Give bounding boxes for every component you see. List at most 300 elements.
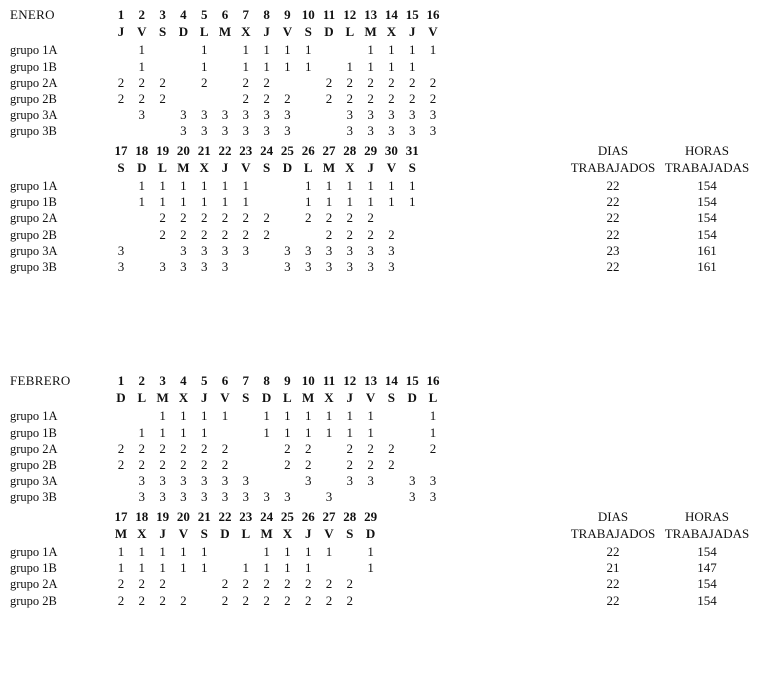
weekday-letter: S (408, 159, 416, 175)
shift-cell: 1 (200, 408, 208, 424)
shift-cell: 2 (263, 226, 270, 242)
shift-cell: 1 (117, 544, 125, 559)
shift-cell: 3 (180, 473, 187, 489)
days-worked-value: 22 (606, 576, 620, 592)
day-number: 3 (159, 373, 166, 388)
shift-cell: 3 (180, 107, 187, 123)
shift-cell: 3 (117, 259, 125, 274)
day-number: 17 (114, 142, 128, 158)
day-number: 1 (117, 373, 125, 388)
day-number: 11 (322, 7, 336, 22)
shift-cell: 1 (304, 560, 312, 576)
shift-cell: 2 (346, 74, 354, 90)
weekday-letter: J (200, 390, 208, 406)
day-number: 12 (343, 7, 357, 22)
day-number: 13 (364, 7, 378, 22)
shift-cell: 3 (408, 123, 416, 139)
shift-cell: 3 (346, 123, 354, 139)
hours-worked-value: 147 (697, 560, 717, 576)
days-worked-header: DIAS (597, 142, 629, 158)
shift-cell: 3 (284, 242, 291, 258)
shift-cell: 1 (284, 560, 291, 576)
day-number: 21 (197, 508, 211, 524)
shift-cell: 1 (180, 408, 187, 424)
day-number: 19 (156, 508, 170, 524)
weekday-letter: J (117, 24, 125, 40)
weekday-letter: L (428, 390, 438, 406)
shift-cell: 2 (200, 226, 208, 242)
shift-cell: 2 (388, 440, 395, 456)
day-number: 17 (114, 508, 128, 524)
shift-cell: 1 (221, 194, 229, 210)
shift-cell: 1 (138, 560, 146, 576)
weekday-letter: S (387, 390, 395, 406)
shift-cell: 1 (367, 58, 374, 74)
shift-cell: 2 (284, 457, 291, 472)
weekday-letter: V (241, 159, 251, 175)
weekday-letter: M (218, 24, 232, 40)
shift-cell: 1 (200, 42, 208, 58)
shift-cell: 1 (367, 544, 374, 559)
weekday-letter: V (178, 525, 189, 541)
shift-cell: 1 (367, 42, 374, 58)
day-number: 4 (180, 7, 187, 22)
weekday-letter: M (114, 525, 128, 541)
group-label: grupo 2A (10, 211, 58, 226)
weekday-letter: L (345, 24, 355, 40)
group-label: grupo 3B (10, 490, 57, 505)
shift-cell: 1 (221, 408, 229, 424)
shift-cell: 3 (138, 473, 146, 489)
group-label: grupo 3A (10, 243, 58, 258)
shift-cell: 2 (138, 592, 146, 608)
day-number: 24 (260, 508, 274, 524)
group-label: grupo 1A (10, 179, 58, 193)
shift-cell: 1 (429, 408, 437, 424)
day-number: 13 (364, 373, 378, 388)
shift-cell: 3 (408, 489, 416, 505)
shift-cell: 3 (200, 123, 208, 139)
shift-cell: 1 (284, 408, 291, 424)
day-number: 18 (135, 508, 149, 524)
shift-cell: 3 (200, 473, 208, 489)
day-number: 1 (117, 7, 125, 22)
shift-cell: 2 (263, 91, 270, 106)
days-worked-header: TRABAJADOS (570, 159, 656, 175)
day-number: 29 (364, 142, 378, 158)
shift-cell: 1 (117, 560, 125, 576)
shift-cell: 1 (242, 560, 250, 576)
group-label: grupo 1B (10, 59, 57, 74)
day-number: 2 (138, 7, 146, 22)
shift-cell: 2 (159, 91, 166, 106)
shift-cell: 3 (200, 107, 208, 123)
day-number: 30 (384, 142, 398, 158)
weekday-letter: J (159, 525, 166, 541)
shift-cell: 3 (388, 107, 395, 123)
shift-cell: 1 (325, 544, 333, 559)
shift-cell: 2 (159, 210, 166, 226)
shift-cell: 3 (325, 259, 333, 274)
shift-cell: 1 (242, 58, 250, 74)
days-worked-value: 23 (606, 242, 620, 258)
shift-cell: 2 (242, 74, 250, 90)
shift-cell: 1 (200, 178, 208, 193)
group-label: grupo 1A (10, 409, 58, 424)
shift-cell: 1 (159, 560, 166, 576)
shift-cell: 2 (346, 576, 354, 592)
hours-worked-header: TRABAJADAS (664, 159, 750, 175)
days-worked-header: TRABAJADOS (570, 525, 656, 541)
shift-cell: 2 (242, 576, 250, 592)
day-number: 15 (405, 373, 419, 388)
group-label: grupo 3A (10, 474, 58, 489)
shift-cell: 3 (408, 473, 416, 489)
day-number: 22 (218, 508, 232, 524)
shift-cell: 1 (304, 424, 312, 440)
shift-cell: 3 (180, 242, 187, 258)
day-number: 23 (239, 142, 253, 158)
shift-cell: 2 (180, 592, 187, 608)
day-number: 15 (405, 7, 419, 22)
month-title: ENERO (10, 7, 55, 22)
shift-cell: 3 (429, 123, 437, 139)
shift-cell: 2 (159, 457, 166, 472)
shift-cell: 2 (346, 440, 354, 456)
shift-cell: 2 (221, 576, 229, 592)
weekday-letter: M (302, 390, 315, 406)
day-number: 10 (301, 373, 315, 388)
shift-cell: 1 (242, 178, 250, 193)
shift-cell: 3 (221, 259, 229, 274)
shift-cell: 3 (159, 473, 166, 489)
hours-worked-header: HORAS (684, 142, 730, 158)
shift-cell: 3 (263, 107, 270, 123)
hours-worked-header: HORAS (684, 508, 730, 524)
day-number: 7 (242, 373, 250, 388)
shift-cell: 3 (367, 107, 374, 123)
days-worked-header: DIAS (597, 508, 629, 524)
shift-cell: 2 (346, 91, 354, 106)
shift-cell: 3 (325, 242, 333, 258)
shift-cell: 3 (367, 123, 374, 139)
shift-cell: 2 (304, 592, 312, 608)
group-label: grupo 1A (10, 43, 58, 58)
group-label: grupo 1B (10, 195, 57, 210)
weekday-letter: L (241, 525, 251, 541)
shift-cell: 1 (263, 408, 270, 424)
hours-worked-value: 154 (697, 544, 717, 559)
shift-cell: 1 (159, 178, 166, 193)
shift-cell: 1 (263, 58, 270, 74)
shift-cell: 1 (304, 178, 312, 193)
shift-cell: 3 (200, 489, 208, 505)
weekday-letter: L (158, 159, 167, 175)
shift-cell: 2 (325, 91, 333, 106)
shift-cell: 2 (221, 592, 229, 608)
shift-cell: 2 (180, 210, 187, 226)
days-worked-value: 22 (606, 194, 620, 210)
weekday-letter: M (322, 159, 336, 175)
shift-cell: 2 (429, 91, 437, 106)
shift-cell: 1 (408, 194, 416, 210)
group-label: grupo 2B (10, 458, 57, 472)
shift-cell: 1 (200, 544, 208, 559)
weekday-letter: D (282, 159, 293, 175)
shift-cell: 2 (242, 226, 250, 242)
day-number: 22 (218, 142, 232, 158)
shift-cell: 3 (325, 489, 333, 505)
weekday-letter: V (324, 525, 334, 541)
shift-cell: 2 (180, 440, 187, 456)
shift-cell: 1 (325, 408, 333, 424)
group-label: grupo 2B (10, 593, 57, 608)
shift-cell: 1 (346, 58, 354, 74)
shift-cell: 1 (138, 58, 146, 74)
weekday-letter: S (262, 159, 271, 175)
shift-cell: 1 (388, 42, 395, 58)
day-number: 26 (301, 508, 315, 524)
weekday-letter: X (386, 24, 397, 40)
shift-cell: 2 (304, 440, 312, 456)
shift-cell: 2 (367, 226, 374, 242)
shift-cell: 1 (325, 424, 333, 440)
shift-cell: 1 (346, 194, 354, 210)
weekday-letter: J (346, 390, 354, 406)
shift-cell: 2 (138, 440, 146, 456)
shift-cell: 3 (242, 123, 250, 139)
day-number: 25 (280, 508, 294, 524)
day-number: 11 (322, 373, 336, 388)
day-number: 6 (221, 7, 229, 22)
shift-cell: 2 (242, 91, 250, 106)
day-number: 25 (280, 142, 294, 158)
shift-cell: 2 (284, 592, 291, 608)
weekday-letter: L (303, 159, 313, 175)
weekday-letter: V (137, 24, 147, 40)
weekday-letter: M (364, 24, 377, 40)
shift-cell: 1 (180, 178, 187, 193)
weekday-letter: V (282, 24, 293, 40)
shift-cell: 3 (221, 242, 229, 258)
shift-cell: 3 (367, 242, 374, 258)
shift-cell: 2 (221, 210, 229, 226)
shift-cell: 1 (200, 194, 208, 210)
group-label: grupo 2A (10, 75, 58, 90)
days-worked-value: 22 (606, 544, 620, 559)
weekday-letter: X (345, 159, 355, 175)
shift-cell: 3 (180, 123, 187, 139)
hours-worked-value: 154 (697, 576, 717, 592)
shift-cell: 2 (159, 592, 166, 608)
shift-cell: 2 (159, 440, 166, 456)
shift-cell: 1 (304, 194, 312, 210)
shift-cell: 1 (242, 194, 250, 210)
day-number: 20 (176, 142, 190, 158)
shift-cell: 1 (408, 58, 416, 74)
day-number: 28 (343, 142, 357, 158)
shift-cell: 1 (429, 42, 437, 58)
hours-worked-value: 154 (697, 194, 717, 210)
shift-cell: 3 (408, 107, 416, 123)
day-number: 10 (301, 7, 315, 22)
shift-cell: 3 (429, 473, 437, 489)
weekday-letter: J (408, 24, 416, 40)
shift-cell: 2 (117, 576, 125, 592)
day-number: 5 (200, 7, 208, 22)
shift-cell: 2 (408, 91, 416, 106)
weekday-letter: D (220, 525, 230, 541)
group-label: grupo 3A (10, 108, 58, 123)
hours-worked-value: 161 (697, 259, 717, 274)
shift-cell: 2 (200, 210, 208, 226)
shift-cell: 2 (242, 210, 250, 226)
shift-cell: 1 (180, 560, 187, 576)
shift-cell: 1 (263, 560, 270, 576)
shift-cell: 2 (200, 457, 208, 472)
weekday-letter: X (282, 525, 293, 541)
shift-cell: 1 (284, 424, 291, 440)
shift-cell: 2 (138, 74, 146, 90)
hours-worked-header: TRABAJADAS (664, 525, 750, 541)
shift-cell: 3 (346, 473, 354, 489)
shift-cell: 2 (263, 576, 270, 592)
shift-cell: 2 (242, 592, 250, 608)
shift-cell: 3 (200, 259, 208, 274)
shift-cell: 1 (388, 194, 395, 210)
shift-cell: 3 (284, 123, 291, 139)
shift-cell: 1 (138, 194, 146, 210)
group-label: grupo 2A (10, 441, 58, 456)
weekday-letter: J (263, 24, 270, 40)
shift-cell: 1 (180, 194, 187, 210)
day-number: 29 (364, 508, 378, 524)
shift-cell: 1 (138, 424, 146, 440)
shift-cell: 1 (388, 178, 395, 193)
shift-cell: 1 (263, 424, 270, 440)
weekday-letter: J (221, 159, 229, 175)
group-label: grupo 2B (10, 227, 57, 242)
weekday-letter: L (199, 24, 209, 40)
shift-cell: 2 (388, 74, 395, 90)
shift-cell: 2 (346, 226, 354, 242)
weekday-letter: S (242, 390, 250, 406)
shift-cell: 2 (117, 457, 125, 472)
days-worked-value: 22 (606, 210, 620, 226)
shift-cell: 2 (159, 74, 166, 90)
shift-cell: 2 (367, 440, 374, 456)
day-number: 16 (426, 373, 440, 388)
shift-cell: 2 (304, 576, 312, 592)
shift-cell: 3 (263, 123, 270, 139)
shift-cell: 3 (159, 259, 166, 274)
shift-cell: 3 (346, 259, 354, 274)
shift-cell: 2 (284, 440, 291, 456)
shift-cell: 3 (284, 489, 291, 505)
day-number: 6 (221, 373, 229, 388)
shift-cell: 3 (284, 107, 291, 123)
weekday-letter: M (177, 159, 190, 175)
day-number: 28 (343, 508, 357, 524)
shift-cell: 3 (263, 489, 270, 505)
group-label: grupo 1A (10, 545, 58, 559)
weekday-letter: M (156, 390, 169, 406)
weekday-letter: X (199, 159, 209, 175)
shift-cell: 3 (180, 259, 187, 274)
shift-cell: 1 (200, 58, 208, 74)
shift-cell: 1 (284, 42, 291, 58)
group-label: grupo 2B (10, 92, 57, 106)
day-number: 18 (135, 142, 149, 158)
shift-cell: 2 (117, 91, 125, 106)
shift-cell: 1 (304, 58, 312, 74)
shift-cell: 2 (367, 457, 374, 472)
day-number: 12 (343, 373, 357, 388)
shift-cell: 2 (138, 576, 146, 592)
shift-cell: 2 (325, 576, 333, 592)
weekday-letter: X (137, 525, 147, 541)
day-number: 20 (176, 508, 190, 524)
weekday-letter: D (137, 159, 147, 175)
shift-cell: 2 (180, 226, 187, 242)
shift-cell: 2 (367, 210, 374, 226)
shift-cell: 2 (388, 226, 395, 242)
shift-cell: 3 (367, 259, 374, 274)
shift-cell: 2 (388, 457, 395, 472)
shift-cell: 3 (221, 489, 229, 505)
day-number: 27 (322, 142, 336, 158)
shift-cell: 1 (408, 178, 416, 193)
day-number: 19 (156, 142, 170, 158)
days-worked-value: 21 (606, 560, 620, 576)
day-number: 3 (159, 7, 166, 22)
shift-cell: 1 (180, 544, 187, 559)
shift-cell: 2 (367, 91, 374, 106)
shift-cell: 2 (117, 74, 125, 90)
day-number: 21 (197, 142, 211, 158)
shift-cell: 2 (138, 91, 146, 106)
shift-cell: 2 (200, 74, 208, 90)
shift-cell: 1 (367, 560, 374, 576)
shift-cell: 3 (159, 489, 166, 505)
days-worked-value: 22 (606, 592, 620, 608)
weekday-letter: J (304, 525, 312, 541)
weekday-letter: X (241, 24, 251, 40)
shift-cell: 2 (284, 91, 291, 106)
shift-cell: 3 (367, 473, 374, 489)
shift-cell: 3 (304, 242, 312, 258)
days-worked-value: 22 (606, 226, 620, 242)
shift-cell: 2 (159, 576, 166, 592)
shift-cell: 1 (325, 194, 333, 210)
shift-cell: 1 (346, 424, 354, 440)
shift-cell: 2 (325, 592, 333, 608)
shift-cell: 3 (346, 242, 354, 258)
day-number: 31 (405, 142, 419, 158)
shift-cell: 3 (138, 489, 146, 505)
shift-cell: 2 (138, 457, 146, 472)
shift-cell: 2 (263, 210, 270, 226)
shift-cell: 3 (388, 259, 395, 274)
days-worked-value: 22 (606, 259, 620, 274)
weekday-letter: S (158, 24, 167, 40)
shift-cell: 2 (325, 226, 333, 242)
shift-cell: 1 (429, 424, 437, 440)
hours-worked-value: 154 (697, 226, 717, 242)
shift-cell: 1 (367, 408, 374, 424)
shift-cell: 2 (346, 210, 354, 226)
group-label: grupo 3B (10, 124, 57, 139)
